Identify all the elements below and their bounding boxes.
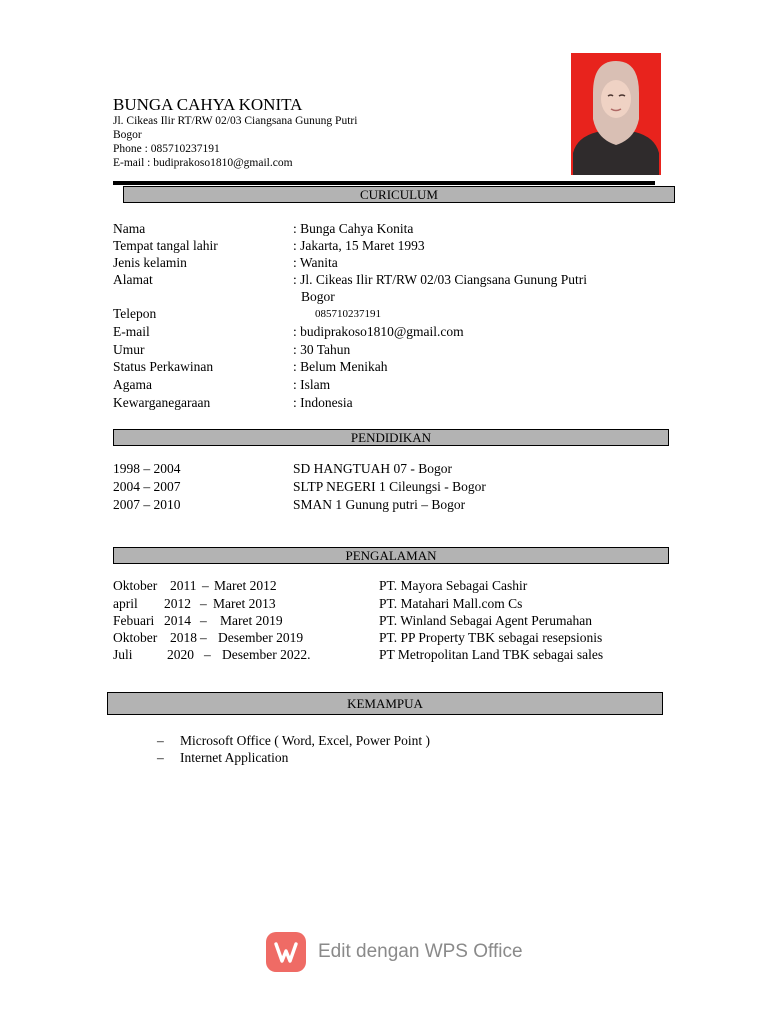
experience-start-year: 2018 <box>170 630 197 645</box>
experience-company: PT Metropolitan Land TBK sebagai sales <box>379 647 604 662</box>
personal-value-phone: 085710237191 <box>315 308 381 320</box>
experience-separator: – <box>204 647 211 662</box>
skill-text: Microsoft Office ( Word, Excel, Power Point ) <box>180 733 430 748</box>
experience-end: Desember 2022. <box>222 647 311 662</box>
experience-row <box>113 613 673 629</box>
personal-label-nama: Nama <box>113 221 146 236</box>
section-header-pendidikan: PENDIDIKAN <box>113 429 669 446</box>
experience-company: PT. Winland Sebagai Agent Perumahan <box>379 613 593 628</box>
personal-value-marital: : Belum Menikah <box>293 359 388 374</box>
wps-edit-label: Edit dengan WPS Office <box>318 941 523 962</box>
education-years: 2007 – 2010 <box>113 497 181 512</box>
experience-start-year: 2014 <box>164 613 191 628</box>
skill-bullet: – <box>157 750 164 765</box>
experience-row <box>113 630 673 646</box>
experience-row <box>113 578 673 594</box>
wps-logo-icon <box>266 932 306 972</box>
personal-label-marital: Status Perkawinan <box>113 359 214 374</box>
wps-edit-watermark[interactable] <box>266 932 523 974</box>
skill-item <box>157 733 430 749</box>
experience-end: Maret 2013 <box>213 596 276 611</box>
experience-end: Maret 2012 <box>214 578 277 593</box>
personal-value-gender: : Wanita <box>293 255 338 270</box>
personal-label-religion: Agama <box>113 377 152 392</box>
education-school: SD HANGTUAH 07 - Bogor <box>293 461 452 476</box>
experience-start-month: april <box>113 596 138 611</box>
section-header-kemampua: KEMAMPUA <box>107 692 663 715</box>
personal-value-citizenship: : Indonesia <box>293 395 353 410</box>
experience-row <box>113 647 673 663</box>
personal-value-birth: : Jakarta, 15 Maret 1993 <box>293 238 425 253</box>
experience-separator: – <box>200 596 207 611</box>
personal-value-age: : 30 Tahun <box>293 342 351 357</box>
personal-label-phone: Telepon <box>113 306 157 321</box>
experience-start-month: Oktober <box>113 578 158 593</box>
personal-label-address: Alamat <box>113 272 153 287</box>
personal-label-gender: Jenis kelamin <box>113 255 187 270</box>
experience-end: Maret 2019 <box>220 613 283 628</box>
personal-value-address-line2: Bogor <box>301 289 335 304</box>
personal-label-age: Umur <box>113 342 145 357</box>
experience-company: PT. Matahari Mall.com Cs <box>379 596 523 611</box>
header-divider <box>113 181 655 185</box>
skill-item <box>157 750 288 766</box>
experience-start-year: 2011 <box>170 578 197 593</box>
header-address-line1: Jl. Cikeas Ilir RT/RW 02/03 Ciangsana Gunung Putri <box>113 115 358 127</box>
education-school: SMAN 1 Gunung putri – Bogor <box>293 497 466 512</box>
header-address-line2: Bogor <box>113 129 142 141</box>
experience-separator: – <box>200 613 207 628</box>
experience-row <box>113 596 673 612</box>
resume-name: BUNGA CAHYA KONITA <box>113 95 303 114</box>
experience-start-month: Febuari <box>113 613 155 628</box>
experience-end: Desember 2019 <box>218 630 304 645</box>
personal-label-birth: Tempat tangal lahir <box>113 238 218 253</box>
personal-value-address: : Jl. Cikeas Ilir RT/RW 02/03 Ciangsana Gunung Putri <box>293 272 588 287</box>
education-school: SLTP NEGERI 1 Cileungsi - Bogor <box>293 479 486 494</box>
personal-value-nama: : Bunga Cahya Konita <box>293 221 414 236</box>
personal-label-citizenship: Kewarganegaraan <box>113 395 211 410</box>
experience-separator: – <box>200 630 207 645</box>
section-header-curiculum: CURICULUM <box>123 186 675 203</box>
education-years: 1998 – 2004 <box>113 461 181 476</box>
personal-value-religion: : Islam <box>293 377 331 392</box>
experience-start-year: 2012 <box>164 596 191 611</box>
skill-bullet: – <box>157 733 164 748</box>
personal-label-email: E-mail <box>113 324 150 339</box>
experience-start-year: 2020 <box>167 647 194 662</box>
header-email: E-mail : budiprakoso1810@gmail.com <box>113 157 293 169</box>
experience-start-month: Juli <box>113 647 133 662</box>
profile-photo <box>571 53 661 175</box>
section-header-pengalaman: PENGALAMAN <box>113 547 669 564</box>
education-years: 2004 – 2007 <box>113 479 181 494</box>
experience-company: PT. Mayora Sebagai Cashir <box>379 578 528 593</box>
header-phone: Phone : 085710237191 <box>113 143 220 155</box>
experience-separator: – <box>202 578 209 593</box>
profile-photo-image <box>571 53 661 175</box>
experience-company: PT. PP Property TBK sebagai resepsionis <box>379 630 603 645</box>
experience-start-month: Oktober <box>113 630 158 645</box>
skill-text: Internet Application <box>180 750 289 765</box>
personal-value-email: : budiprakoso1810@gmail.com <box>293 324 464 339</box>
